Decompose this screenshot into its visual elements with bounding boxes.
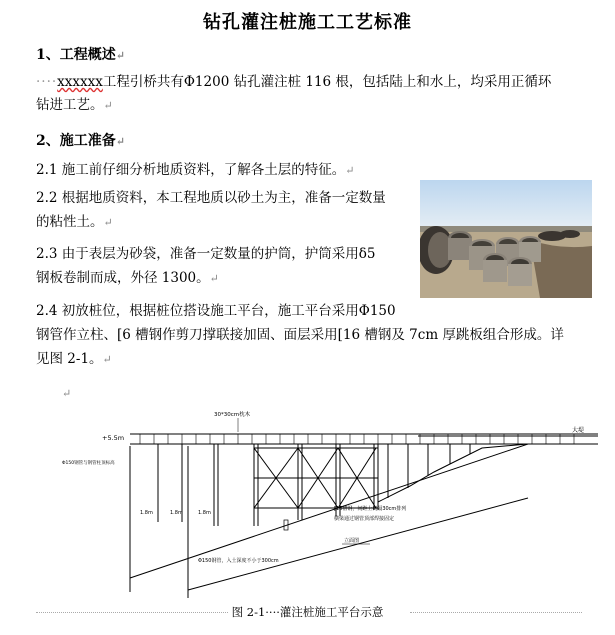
span-label-1: 1.8m — [140, 510, 153, 516]
timber-label: 30*30cm枕木 — [214, 412, 251, 418]
item-2-2: 2.2 根据地质资料，本工程地质以砂土为主，准备一定数量 — [36, 190, 386, 206]
figure-caption: 图 2-1····灌注桩施工平台示意 — [231, 605, 384, 619]
overview-paragraph: ····xxxxxx工程引桥共有Φ1200 钻孔灌注桩 116 根，包括陆上和水上，均采用正循环 — [36, 74, 552, 90]
level-label: +5.5m — [102, 434, 125, 442]
item-2-3-line2: 钢板卷制而成，外径 1300。↵ — [36, 270, 219, 286]
overview-paragraph-line2: 钻进工艺。↵ — [36, 97, 113, 113]
empty-paragraph-mark: ↵ — [62, 387, 72, 400]
section-heading-overview: 1、工程概述↵ — [36, 47, 125, 63]
item-2-2-line2: 的粘性土。↵ — [36, 214, 113, 230]
span-label-3: 1.8m — [198, 510, 211, 516]
left-note-label: Φ150钢管与钢管柱顶标高 — [62, 461, 115, 466]
dike-label: 大堤 — [572, 427, 585, 434]
span-label-2: 1.8m — [170, 510, 183, 516]
item-2-3: 2.3 由于表层为砂袋，准备一定数量的护筒，护筒采用δ5 — [36, 246, 376, 262]
elevation-title: 立面图 — [344, 538, 360, 544]
item-2-4-line2: 钢管作立柱、[6 槽钢作剪刀撑联接加固、面层采用[16 槽钢及 7cm 厚跳板组合形成。详 — [36, 327, 564, 343]
caption-leader-right — [410, 612, 582, 613]
beam-note: 横梁通过钢管顶部焊接固定 — [334, 516, 395, 522]
page-title: 钻孔灌注桩施工工艺标准 — [203, 12, 412, 33]
item-2-4: 2.4 初放桩位，根据桩位搭设施工平台，施工平台采用Φ150 — [36, 303, 396, 319]
item-2-4-line3: 见图 2-1。↵ — [36, 351, 112, 367]
section-heading-preparation: 2、施工准备↵ — [36, 133, 125, 149]
channel-note: [16槽钢，间距上间隔30cm排列 — [334, 506, 407, 512]
platform-elevation-diagram — [58, 402, 598, 598]
pipe-note: Φ150钢管，入土深度不小于300cm — [198, 558, 279, 564]
item-2-1: 2.1 施工前仔细分析地质资料，了解各土层的特征。↵ — [36, 162, 355, 178]
casing-photo — [420, 180, 592, 298]
